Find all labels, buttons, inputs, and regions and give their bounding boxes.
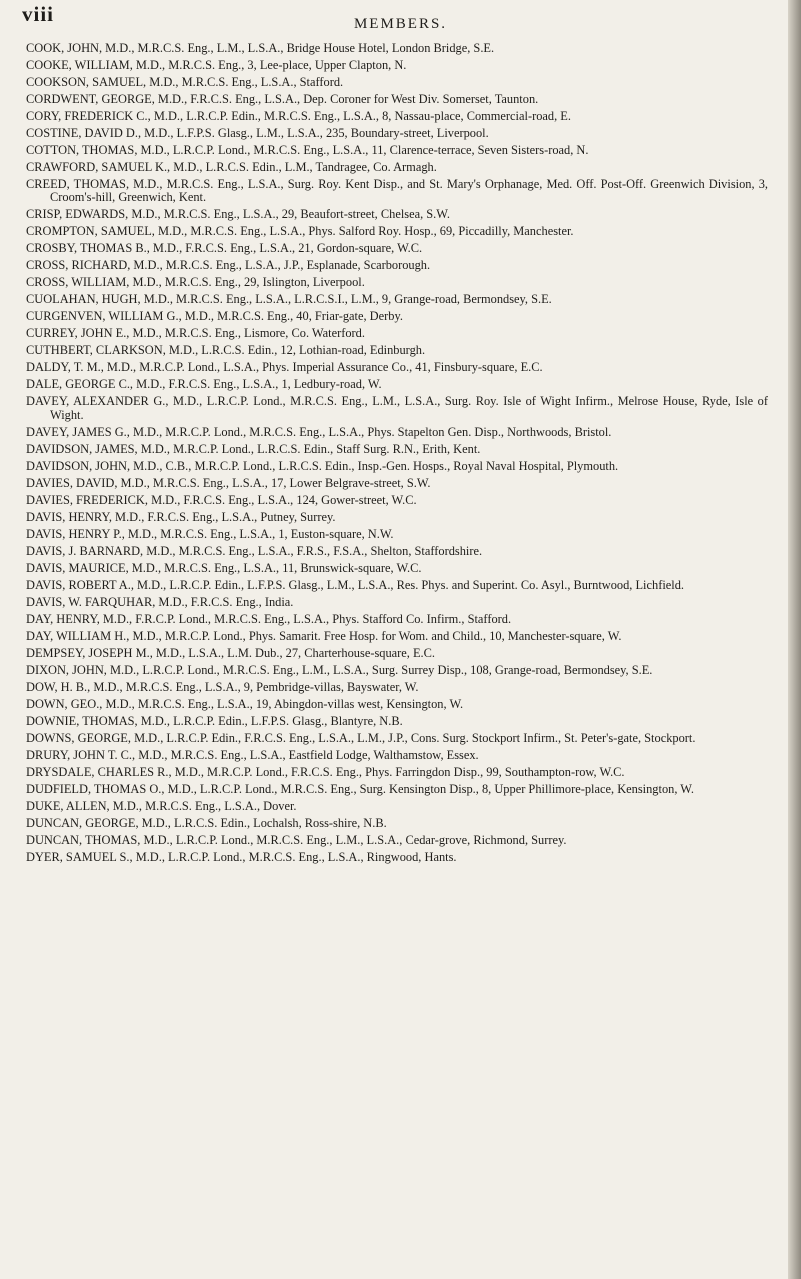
member-entry: DAVIS, HENRY, M.D., F.R.C.S. Eng., L.S.A., Putney, Surrey. [26,509,336,524]
member-entry: DAVEY, ALEXANDER G., M.D., L.R.C.P. Lond., M.R.C.S. Eng., L.M., L.S.A., Surg. Roy. Isle of Wight Infirm., Melrose House, Ryde, Isle of Wight. [26,394,768,422]
member-entry: DAVIS, HENRY P., M.D., M.R.C.S. Eng., L.S.A., 1, Euston-square, N.W. [26,526,394,541]
member-entry: DUNCAN, THOMAS, M.D., L.R.C.P. Lond., M.R.C.S. Eng., L.M., L.S.A., Cedar-grove, Richmond, Surrey. [26,832,567,847]
member-entry: DAVIES, DAVID, M.D., M.R.C.S. Eng., L.S.A., 17, Lower Belgrave-street, S.W. [26,475,431,490]
member-entry: CROMPTON, SAMUEL, M.D., M.R.C.S. Eng., L.S.A., Phys. Salford Roy. Hosp., 69, Piccadilly, Manchester. [26,224,574,239]
member-entry: CORDWENT, GEORGE, M.D., F.R.C.S. Eng., L.S.A., Dep. Coroner for West Div. Somerset, Taunton. [26,92,539,106]
member-entry: DYER, SAMUEL S., M.D., L.R.C.P. Lond., M.R.C.S. Eng., L.S.A., Ringwood, Hants. [26,849,457,864]
member-entry: DOWNS, GEORGE, M.D., L.R.C.P. Edin., F.R.C.S. Eng., L.S.A., L.M., J.P., Cons. Surg. Stockport Infirm., St. Peter's-gate, Stockport. [26,730,696,745]
member-entry: DUNCAN, GEORGE, M.D., L.R.C.S. Edin., Lochalsh, Ross-shire, N.B. [26,815,387,830]
member-entry: CROSS, RICHARD, M.D., M.R.C.S. Eng., L.S.A., J.P., Esplanade, Scarborough. [26,258,431,273]
member-entry: CROSS, WILLIAM, M.D., M.R.C.S. Eng., 29, Islington, Liverpool. [26,275,365,290]
page-edge [788,0,801,1279]
member-entry: DAVIDSON, JAMES, M.D., M.R.C.P. Lond., L.R.C.S. Edin., Staff Surg. R.N., Erith, Kent. [26,441,481,456]
member-entry: DAVEY, JAMES G., M.D., M.R.C.P. Lond., M.R.C.S. Eng., L.S.A., Phys. Stapelton Gen. Disp., Northwoods, Bristol. [26,424,612,439]
member-entry: CURREY, JOHN E., M.D., M.R.C.S. Eng., Lismore, Co. Waterford. [26,326,365,341]
member-entry: DUKE, ALLEN, M.D., M.R.C.S. Eng., L.S.A., Dover. [26,798,297,813]
page-number: viii [22,2,55,26]
member-entry: COTTON, THOMAS, M.D., L.R.C.P. Lond., M.R.C.S. Eng., L.S.A., 11, Clarence-terrace, Seven Sisters-road, N. [26,143,589,157]
member-entry: CRAWFORD, SAMUEL K., M.D., L.R.C.S. Edin., L.M., Tandragee, Co. Armagh. [26,160,437,174]
member-entry: CUTHBERT, CLARKSON, M.D., L.R.C.S. Edin., 12, Lothian-road, Edinburgh. [26,343,426,358]
member-entry: CUOLAHAN, HUGH, M.D., M.R.C.S. Eng., L.S.A., L.R.C.S.I., L.M., 9, Grange-road, Bermondsey, S.E. [26,292,552,307]
member-entry: DAY, WILLIAM H., M.D., M.R.C.P. Lond., Phys. Samarit. Free Hosp. for Wom. and Child., 10, Manchester-square, W. [26,628,622,643]
member-entry: CORY, FREDERICK C., M.D., L.R.C.P. Edin., M.R.C.S. Eng., L.S.A., 8, Nassau-place, Commercial-road, E. [26,109,571,123]
member-entry: DUDFIELD, THOMAS O., M.D., L.R.C.P. Lond., M.R.C.S. Eng., Surg. Kensington Disp., 8, Upper Phillimore-place, Kensington, W. [26,781,694,796]
member-entry: DAVIDSON, JOHN, M.D., C.B., M.R.C.P. Lond., L.R.C.S. Edin., Insp.-Gen. Hosps., Royal Naval Hospital, Plymouth. [26,458,619,473]
member-entry: DAVIES, FREDERICK, M.D., F.R.C.S. Eng., L.S.A., 124, Gower-street, W.C. [26,492,417,507]
member-entry: DAY, HENRY, M.D., F.R.C.P. Lond., M.R.C.S. Eng., L.S.A., Phys. Stafford Co. Infirm., Stafford. [26,611,512,626]
running-title: MEMBERS. [353,16,448,32]
member-entry: CURGENVEN, WILLIAM G., M.D., M.R.C.S. Eng., 40, Friar-gate, Derby. [26,309,403,324]
member-entry: CROSBY, THOMAS B., M.D., F.R.C.S. Eng., L.S.A., 21, Gordon-square, W.C. [26,241,423,256]
member-entry: DAVIS, MAURICE, M.D., M.R.C.S. Eng., L.S.A., 11, Brunswick-square, W.C. [26,560,422,575]
member-entry: DAVIS, J. BARNARD, M.D., M.R.C.S. Eng., L.S.A., F.R.S., F.S.A., Shelton, Staffordshire. [26,543,483,558]
member-entry: DRURY, JOHN T. C., M.D., M.R.C.S. Eng., L.S.A., Eastfield Lodge, Walthamstow, Essex. [26,747,479,762]
member-entry: DAVIS, ROBERT A., M.D., L.R.C.P. Edin., L.F.P.S. Glasg., L.M., L.S.A., Res. Phys. and Superint. Co. Asyl., Burntwood, Lichfield. [26,577,684,592]
member-entry: DOW, H. B., M.D., M.R.C.S. Eng., L.S.A., 9, Pembridge-villas, Bayswater, W. [26,679,419,694]
member-entry: DIXON, JOHN, M.D., L.R.C.P. Lond., M.R.C.S. Eng., L.M., L.S.A., Surg. Surrey Disp., 108, Grange-road, Bermondsey, S.E. [26,662,653,677]
member-entry: DOWNIE, THOMAS, M.D., L.R.C.P. Edin., L.F.P.S. Glasg., Blantyre, N.B. [26,713,403,728]
member-entry: DRYSDALE, CHARLES R., M.D., M.R.C.P. Lond., F.R.C.S. Eng., Phys. Farringdon Disp., 99, Southampton-row, W.C. [26,764,625,779]
member-entry: DALDY, T. M., M.D., M.R.C.P. Lond., L.S.A., Phys. Imperial Assurance Co., 41, Finsbury-square, E.C. [26,360,543,375]
member-entry: COOKE, WILLIAM, M.D., M.R.C.S. Eng., 3, Lee-place, Upper Clapton, N. [26,58,407,72]
member-entry: DAVIS, W. FARQUHAR, M.D., F.R.C.S. Eng., India. [26,594,294,609]
member-entry: COOKSON, SAMUEL, M.D., M.R.C.S. Eng., L.S.A., Stafford. [26,75,344,89]
member-entry: CRISP, EDWARDS, M.D., M.R.C.S. Eng., L.S.A., 29, Beaufort-street, Chelsea, S.W. [26,207,450,222]
member-entry: DEMPSEY, JOSEPH M., M.D., L.S.A., L.M. Dub., 27, Charterhouse-square, E.C. [26,645,436,660]
member-entry: CREED, THOMAS, M.D., M.R.C.S. Eng., L.S.A., Surg. Roy. Kent Disp., and St. Mary's Orphanage, Med. Off. Post-Off. Greenwich Division, 3, Croom's-hill, Greenwich, Kent. [26,177,768,205]
member-entry: COOK, JOHN, M.D., M.R.C.S. Eng., L.M., L.S.A., Bridge House Hotel, London Bridge, S.E. [26,41,495,55]
member-entry: COSTINE, DAVID D., M.D., L.F.P.S. Glasg., L.M., L.S.A., 235, Boundary-street, Liverpool. [26,126,489,140]
member-entry: DOWN, GEO., M.D., M.R.C.S. Eng., L.S.A., 19, Abingdon-villas west, Kensington, W. [26,696,464,711]
member-entry: DALE, GEORGE C., M.D., F.R.C.S. Eng., L.S.A., 1, Ledbury-road, W. [26,377,382,392]
member-list [26,42,768,868]
